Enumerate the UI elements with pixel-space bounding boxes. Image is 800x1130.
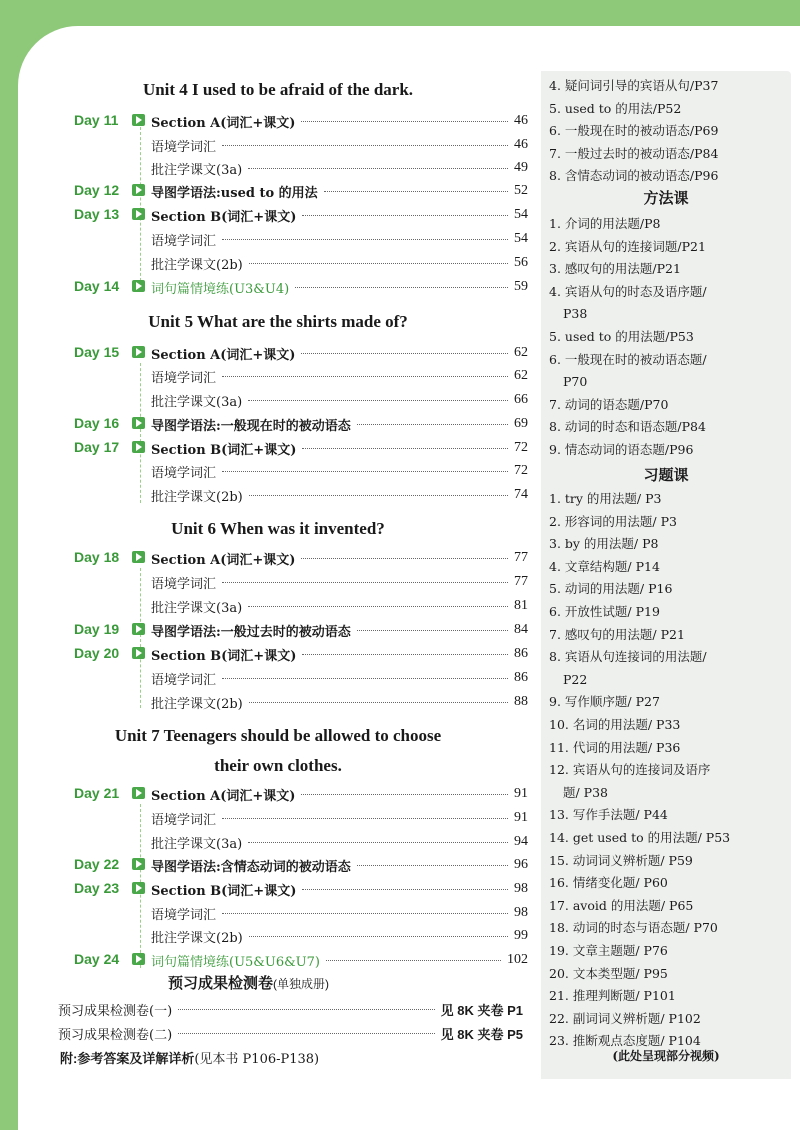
test-row-label: 预习成果检测卷(一) — [58, 1003, 173, 1019]
toc-entry[interactable] — [151, 807, 528, 829]
page-number: 84 — [514, 622, 528, 637]
test-heading-note: (单独成册) — [273, 977, 330, 991]
day-row[interactable] — [18, 204, 538, 226]
entry-text: 语境学词汇 — [151, 233, 217, 249]
index-item[interactable]: P22 — [563, 671, 588, 687]
day-row[interactable] — [18, 595, 538, 617]
leader-dots — [248, 167, 508, 169]
toc-entry[interactable] — [151, 342, 528, 364]
toc-entry[interactable] — [151, 276, 528, 298]
leader-dots — [302, 888, 508, 890]
leader-dots — [301, 352, 508, 354]
toc-entry[interactable] — [151, 110, 528, 132]
entry-text: 批注学课文(2b) — [151, 696, 243, 712]
page-number: 86 — [514, 646, 528, 661]
day-row[interactable] — [18, 134, 538, 156]
day-label: Day 17 — [74, 439, 120, 455]
test-heading-text: 预习成果检测卷 — [168, 975, 274, 992]
day-row[interactable] — [18, 276, 538, 298]
leader-dots — [248, 399, 508, 401]
leader-dots — [249, 935, 508, 937]
day-row[interactable] — [18, 180, 538, 202]
index-item[interactable]: 3. by 的用法题/ P8 — [549, 536, 659, 552]
day-label: Day 16 — [74, 415, 120, 431]
toc-entry[interactable] — [151, 180, 528, 202]
leader-dots — [248, 605, 508, 607]
toc-entry[interactable] — [151, 667, 528, 689]
index-item[interactable]: 19. 文章主题题/ P76 — [549, 943, 668, 958]
test-row-ref: 见 8K 夹卷 P1 — [440, 1002, 523, 1018]
day-row[interactable] — [18, 571, 538, 593]
leader-dots — [295, 286, 508, 288]
play-video-icon[interactable] — [132, 184, 145, 196]
toc-entry[interactable] — [151, 831, 528, 853]
index-item[interactable]: P38 — [563, 306, 588, 322]
day-row[interactable] — [18, 228, 538, 250]
entry-text: 批注学课文(2b) — [151, 489, 243, 505]
toc-entry[interactable] — [151, 619, 528, 641]
page-number: 49 — [514, 160, 528, 175]
index-item[interactable]: 18. 动词的时态与语态题/ P70 — [549, 920, 718, 936]
page-number: 66 — [514, 392, 528, 407]
day-label: Day 22 — [74, 856, 120, 872]
page-number: 99 — [514, 928, 528, 943]
toc-entry[interactable] — [151, 949, 528, 971]
index-item[interactable]: 15. 动词词义辨析题/ P59 — [549, 852, 693, 868]
appendix-line — [60, 1048, 319, 1067]
play-video-icon[interactable] — [132, 647, 145, 659]
page-number: 62 — [514, 368, 528, 383]
index-item[interactable]: 6. 开放性试题/ P19 — [549, 604, 660, 619]
play-video-icon[interactable] — [132, 441, 145, 453]
page-number: 59 — [514, 279, 528, 294]
day-row[interactable] — [18, 643, 538, 665]
index-item[interactable]: 4. 文章结构题/ P14 — [549, 558, 660, 574]
day-label: Day 19 — [74, 621, 120, 637]
toc-entry[interactable] — [151, 571, 528, 593]
day-row[interactable] — [18, 484, 538, 506]
day-row[interactable] — [18, 413, 538, 435]
leader-dots — [222, 238, 508, 240]
leader-dots — [357, 423, 508, 425]
index-item[interactable]: 1. 介词的用法题/P8 — [549, 216, 661, 231]
leader-dots — [222, 375, 508, 377]
toc-entry[interactable] — [151, 547, 528, 569]
day-row[interactable] — [18, 437, 538, 459]
day-row[interactable] — [18, 157, 538, 179]
entry-text: 批注学课文(2b) — [151, 930, 243, 946]
test-heading — [168, 972, 329, 993]
day-row[interactable] — [18, 252, 538, 274]
entry-text: 语境学词汇 — [151, 812, 217, 828]
day-label: Day 21 — [74, 785, 120, 801]
index-item[interactable]: 21. 推理判断题/ P101 — [549, 988, 676, 1004]
leader-dots — [301, 120, 508, 122]
day-label: Day 14 — [74, 278, 120, 294]
index-item[interactable]: 9. 情态动词的语态题/P96 — [549, 442, 694, 457]
unit-5-title: Unit 5 What are the shirts made of? — [148, 312, 408, 331]
day-row[interactable] — [18, 831, 538, 853]
entry-text: 导图学语法:含情态动词的被动语态 — [151, 859, 351, 875]
entry-text: Section B(词汇+课文) — [151, 648, 297, 664]
play-video-icon[interactable] — [132, 417, 145, 429]
day-row[interactable] — [18, 389, 538, 411]
play-video-icon[interactable] — [132, 953, 145, 965]
leader-dots — [222, 912, 508, 914]
test-row[interactable] — [58, 1022, 523, 1044]
test-row-ref: 见 8K 夹卷 P5 — [440, 1026, 523, 1042]
day-label: Day 20 — [74, 645, 120, 661]
toc-entry[interactable] — [151, 157, 528, 179]
play-video-icon[interactable] — [132, 280, 145, 292]
entry-text: 语境学词汇 — [151, 576, 217, 592]
index-item[interactable]: 5. used to 的用法/P52 — [549, 100, 682, 116]
toc-entry[interactable] — [151, 134, 528, 156]
page-number: 98 — [514, 905, 528, 920]
day-label: Day 15 — [74, 344, 120, 360]
index-item[interactable]: 6. 一般现在时的被动语态/P69 — [549, 123, 719, 139]
entry-text: 词句篇情境练(U5&U6&U7) — [151, 954, 320, 970]
toc-entry[interactable] — [151, 783, 528, 805]
page-number: 54 — [514, 207, 528, 222]
index-item[interactable]: 5. 动词的用法题/ P16 — [549, 581, 673, 597]
page-number: 96 — [514, 857, 528, 872]
page-number: 54 — [514, 231, 528, 246]
toc-entry[interactable] — [151, 691, 528, 713]
toc-entry[interactable] — [151, 389, 528, 411]
exercise-heading: 习题课 — [643, 467, 689, 484]
leader-dots — [301, 793, 508, 795]
index-item[interactable]: 17. avoid 的用法题/ P65 — [549, 897, 694, 913]
entry-text: 词句篇情境练(U3&U4) — [151, 281, 290, 297]
entry-text: 批注学课文(3a) — [151, 836, 243, 852]
index-item[interactable]: 6. 一般现在时的被动语态题/ — [549, 351, 707, 367]
page-number: 102 — [507, 952, 528, 967]
page-number: 56 — [514, 255, 528, 270]
toc-entry[interactable] — [151, 204, 528, 226]
entry-text: 语境学词汇 — [151, 139, 217, 155]
day-row[interactable] — [18, 460, 538, 482]
entry-text: 导图学语法:used to 的用法 — [151, 185, 318, 201]
toc-entry[interactable] — [151, 437, 528, 459]
leader-dots — [249, 494, 508, 496]
day-row[interactable] — [18, 807, 538, 829]
play-video-icon[interactable] — [132, 114, 145, 126]
toc-entry[interactable] — [151, 228, 528, 250]
entry-text: Section B(词汇+课文) — [151, 209, 297, 225]
toc-entry[interactable] — [151, 252, 528, 274]
toc-entry[interactable] — [151, 484, 528, 506]
leader-dots — [222, 817, 508, 819]
page-number: 74 — [514, 487, 528, 502]
test-row[interactable] — [58, 998, 523, 1020]
play-video-icon[interactable] — [132, 787, 145, 799]
test-row-label: 预习成果检测卷(二) — [58, 1027, 173, 1043]
index-item[interactable]: 20. 文本类型题/ P95 — [549, 965, 668, 981]
day-row[interactable] — [18, 783, 538, 805]
index-item[interactable]: 4. 宾语从句的时态及语序题/ — [549, 283, 707, 299]
unit-7-title-line2: their own clothes. — [214, 756, 342, 775]
index-item[interactable]: 12. 宾语从句的连接词及语序 — [549, 762, 711, 778]
index-item[interactable]: 2. 宾语从句的连接词题/P21 — [549, 238, 706, 254]
index-item[interactable]: 1. try 的用法题/ P3 — [549, 491, 662, 506]
leader-dots — [178, 1033, 434, 1034]
day-row[interactable] — [18, 925, 538, 947]
page-number: 86 — [514, 670, 528, 685]
unit-7-title-line1: Unit 7 Teenagers should be allowed to choose — [114, 726, 442, 745]
panel-footer: (此处呈现部分视频) — [612, 1049, 720, 1063]
day-label: Day 18 — [74, 549, 120, 565]
index-item[interactable]: P70 — [563, 374, 588, 390]
index-item[interactable]: 8. 宾语从句连接词的用法题/ — [549, 649, 707, 665]
day-row[interactable] — [18, 342, 538, 364]
toc-entry[interactable] — [151, 595, 528, 617]
index-item[interactable]: 22. 副词词义辨析题/ P102 — [549, 1010, 701, 1026]
leader-dots — [301, 557, 508, 559]
play-video-icon[interactable] — [132, 858, 145, 870]
entry-text: 批注学课文(2b) — [151, 257, 243, 273]
play-video-icon[interactable] — [132, 208, 145, 220]
index-item[interactable]: 10. 名词的用法题/ P33 — [549, 717, 681, 732]
leader-dots — [302, 447, 508, 449]
appendix-bold: 附:参考答案及详解详析 — [60, 1051, 195, 1066]
entry-text: 批注学课文(3a) — [151, 600, 243, 616]
day-row[interactable] — [18, 365, 538, 387]
index-item[interactable]: 8. 动词的时态和语态题/P84 — [549, 419, 706, 435]
entry-text: Section B(词汇+课文) — [151, 442, 297, 458]
leader-dots — [302, 214, 508, 216]
entry-text: 语境学词汇 — [151, 370, 217, 386]
index-item[interactable]: 2. 形容词的用法题/ P3 — [549, 513, 677, 529]
page-number: 52 — [514, 183, 528, 198]
toc-entry[interactable] — [151, 365, 528, 387]
leader-dots — [302, 653, 508, 655]
page-number: 81 — [514, 598, 528, 613]
day-row[interactable] — [18, 110, 538, 132]
entry-text: Section A(词汇+课文) — [151, 347, 296, 363]
day-row[interactable] — [18, 691, 538, 713]
index-item[interactable]: 9. 写作顺序题/ P27 — [549, 694, 660, 710]
entry-text: Section B(词汇+课文) — [151, 883, 297, 899]
index-item[interactable]: 4. 疑问词引导的宾语从句/P37 — [549, 78, 719, 93]
day-row[interactable] — [18, 902, 538, 924]
page-number: 88 — [514, 694, 528, 709]
entry-text: Section A(词汇+课文) — [151, 115, 296, 131]
toc-entry[interactable] — [151, 878, 528, 900]
entry-text: Section A(词汇+课文) — [151, 788, 296, 804]
unit-6-title: Unit 6 When was it invented? — [171, 519, 385, 538]
toc-entry[interactable] — [151, 413, 528, 435]
day-label: Day 11 — [74, 112, 119, 128]
toc-entry[interactable] — [151, 854, 528, 876]
entry-text: 导图学语法:一般过去时的被动语态 — [151, 624, 351, 640]
entry-text: 语境学词汇 — [151, 465, 217, 481]
right-index-panel — [541, 71, 791, 1079]
page-number: 91 — [514, 786, 528, 801]
appendix-note: (见本书 P106-P138) — [194, 1052, 320, 1067]
method-heading: 方法课 — [643, 190, 689, 207]
entry-text: 语境学词汇 — [151, 672, 217, 688]
page-number: 69 — [514, 416, 528, 431]
day-row[interactable] — [18, 547, 538, 569]
leader-dots — [222, 144, 508, 146]
index-item[interactable]: 13. 写作手法题/ P44 — [549, 807, 668, 823]
leader-dots — [357, 629, 508, 631]
leader-dots — [326, 959, 501, 961]
entry-text: 导图学语法:一般现在时的被动语态 — [151, 418, 351, 434]
toc-entry[interactable] — [151, 925, 528, 947]
day-label: Day 12 — [74, 182, 120, 198]
page — [18, 26, 800, 1130]
toc-entry[interactable] — [151, 460, 528, 482]
index-item[interactable]: 7. 动词的语态题/P70 — [549, 396, 669, 412]
day-row[interactable] — [18, 619, 538, 641]
play-video-icon[interactable] — [132, 346, 145, 358]
leader-dots — [178, 1009, 434, 1010]
index-item[interactable]: 题/ P38 — [563, 784, 609, 800]
index-item[interactable]: 5. used to 的用法题/P53 — [549, 329, 694, 344]
toc-entry[interactable] — [151, 643, 528, 665]
page-number: 91 — [514, 810, 528, 825]
page-number: 46 — [514, 113, 528, 128]
entry-text: 语境学词汇 — [151, 907, 217, 923]
index-item[interactable]: 16. 情绪变化题/ P60 — [549, 875, 668, 891]
play-video-icon[interactable] — [132, 882, 145, 894]
leader-dots — [249, 262, 508, 264]
index-item[interactable]: 11. 代词的用法题/ P36 — [549, 739, 681, 755]
page-number: 72 — [514, 440, 528, 455]
day-row[interactable] — [18, 949, 538, 971]
play-video-icon[interactable] — [132, 551, 145, 563]
leader-dots — [248, 841, 508, 843]
page-number: 98 — [514, 881, 528, 896]
page-number: 77 — [514, 574, 528, 589]
page-number: 46 — [514, 137, 528, 152]
entry-text: 批注学课文(3a) — [151, 394, 243, 410]
index-item[interactable]: 8. 含情态动词的被动语态/P96 — [549, 168, 719, 184]
day-label: Day 24 — [74, 951, 120, 967]
index-item[interactable]: 3. 感叹句的用法题/P21 — [549, 261, 681, 277]
page-number: 62 — [514, 345, 528, 360]
page-number: 77 — [514, 550, 528, 565]
day-label: Day 23 — [74, 880, 120, 896]
page-number: 94 — [514, 834, 528, 849]
index-item[interactable]: 7. 一般过去时的被动语态/P84 — [549, 145, 719, 161]
page-number: 72 — [514, 463, 528, 478]
day-label: Day 13 — [74, 206, 120, 222]
leader-dots — [249, 701, 508, 703]
index-item[interactable]: 14. get used to 的用法题/ P53 — [549, 830, 731, 845]
leader-dots — [222, 581, 508, 583]
index-item[interactable]: 7. 感叹句的用法题/ P21 — [549, 626, 685, 642]
toc-entry[interactable] — [151, 902, 528, 924]
leader-dots — [357, 864, 508, 866]
play-video-icon[interactable] — [132, 623, 145, 635]
leader-dots — [222, 677, 508, 679]
unit-4-title: Unit 4 I used to be afraid of the dark. — [142, 80, 414, 99]
day-row[interactable] — [18, 667, 538, 689]
entry-text: 批注学课文(3a) — [151, 162, 243, 178]
leader-dots — [324, 190, 508, 192]
entry-text: Section A(词汇+课文) — [151, 552, 296, 568]
index-item[interactable]: 23. 推断观点态度题/ P104 — [549, 1033, 701, 1049]
leader-dots — [222, 470, 508, 472]
day-row[interactable] — [18, 878, 538, 900]
day-row[interactable] — [18, 854, 538, 876]
